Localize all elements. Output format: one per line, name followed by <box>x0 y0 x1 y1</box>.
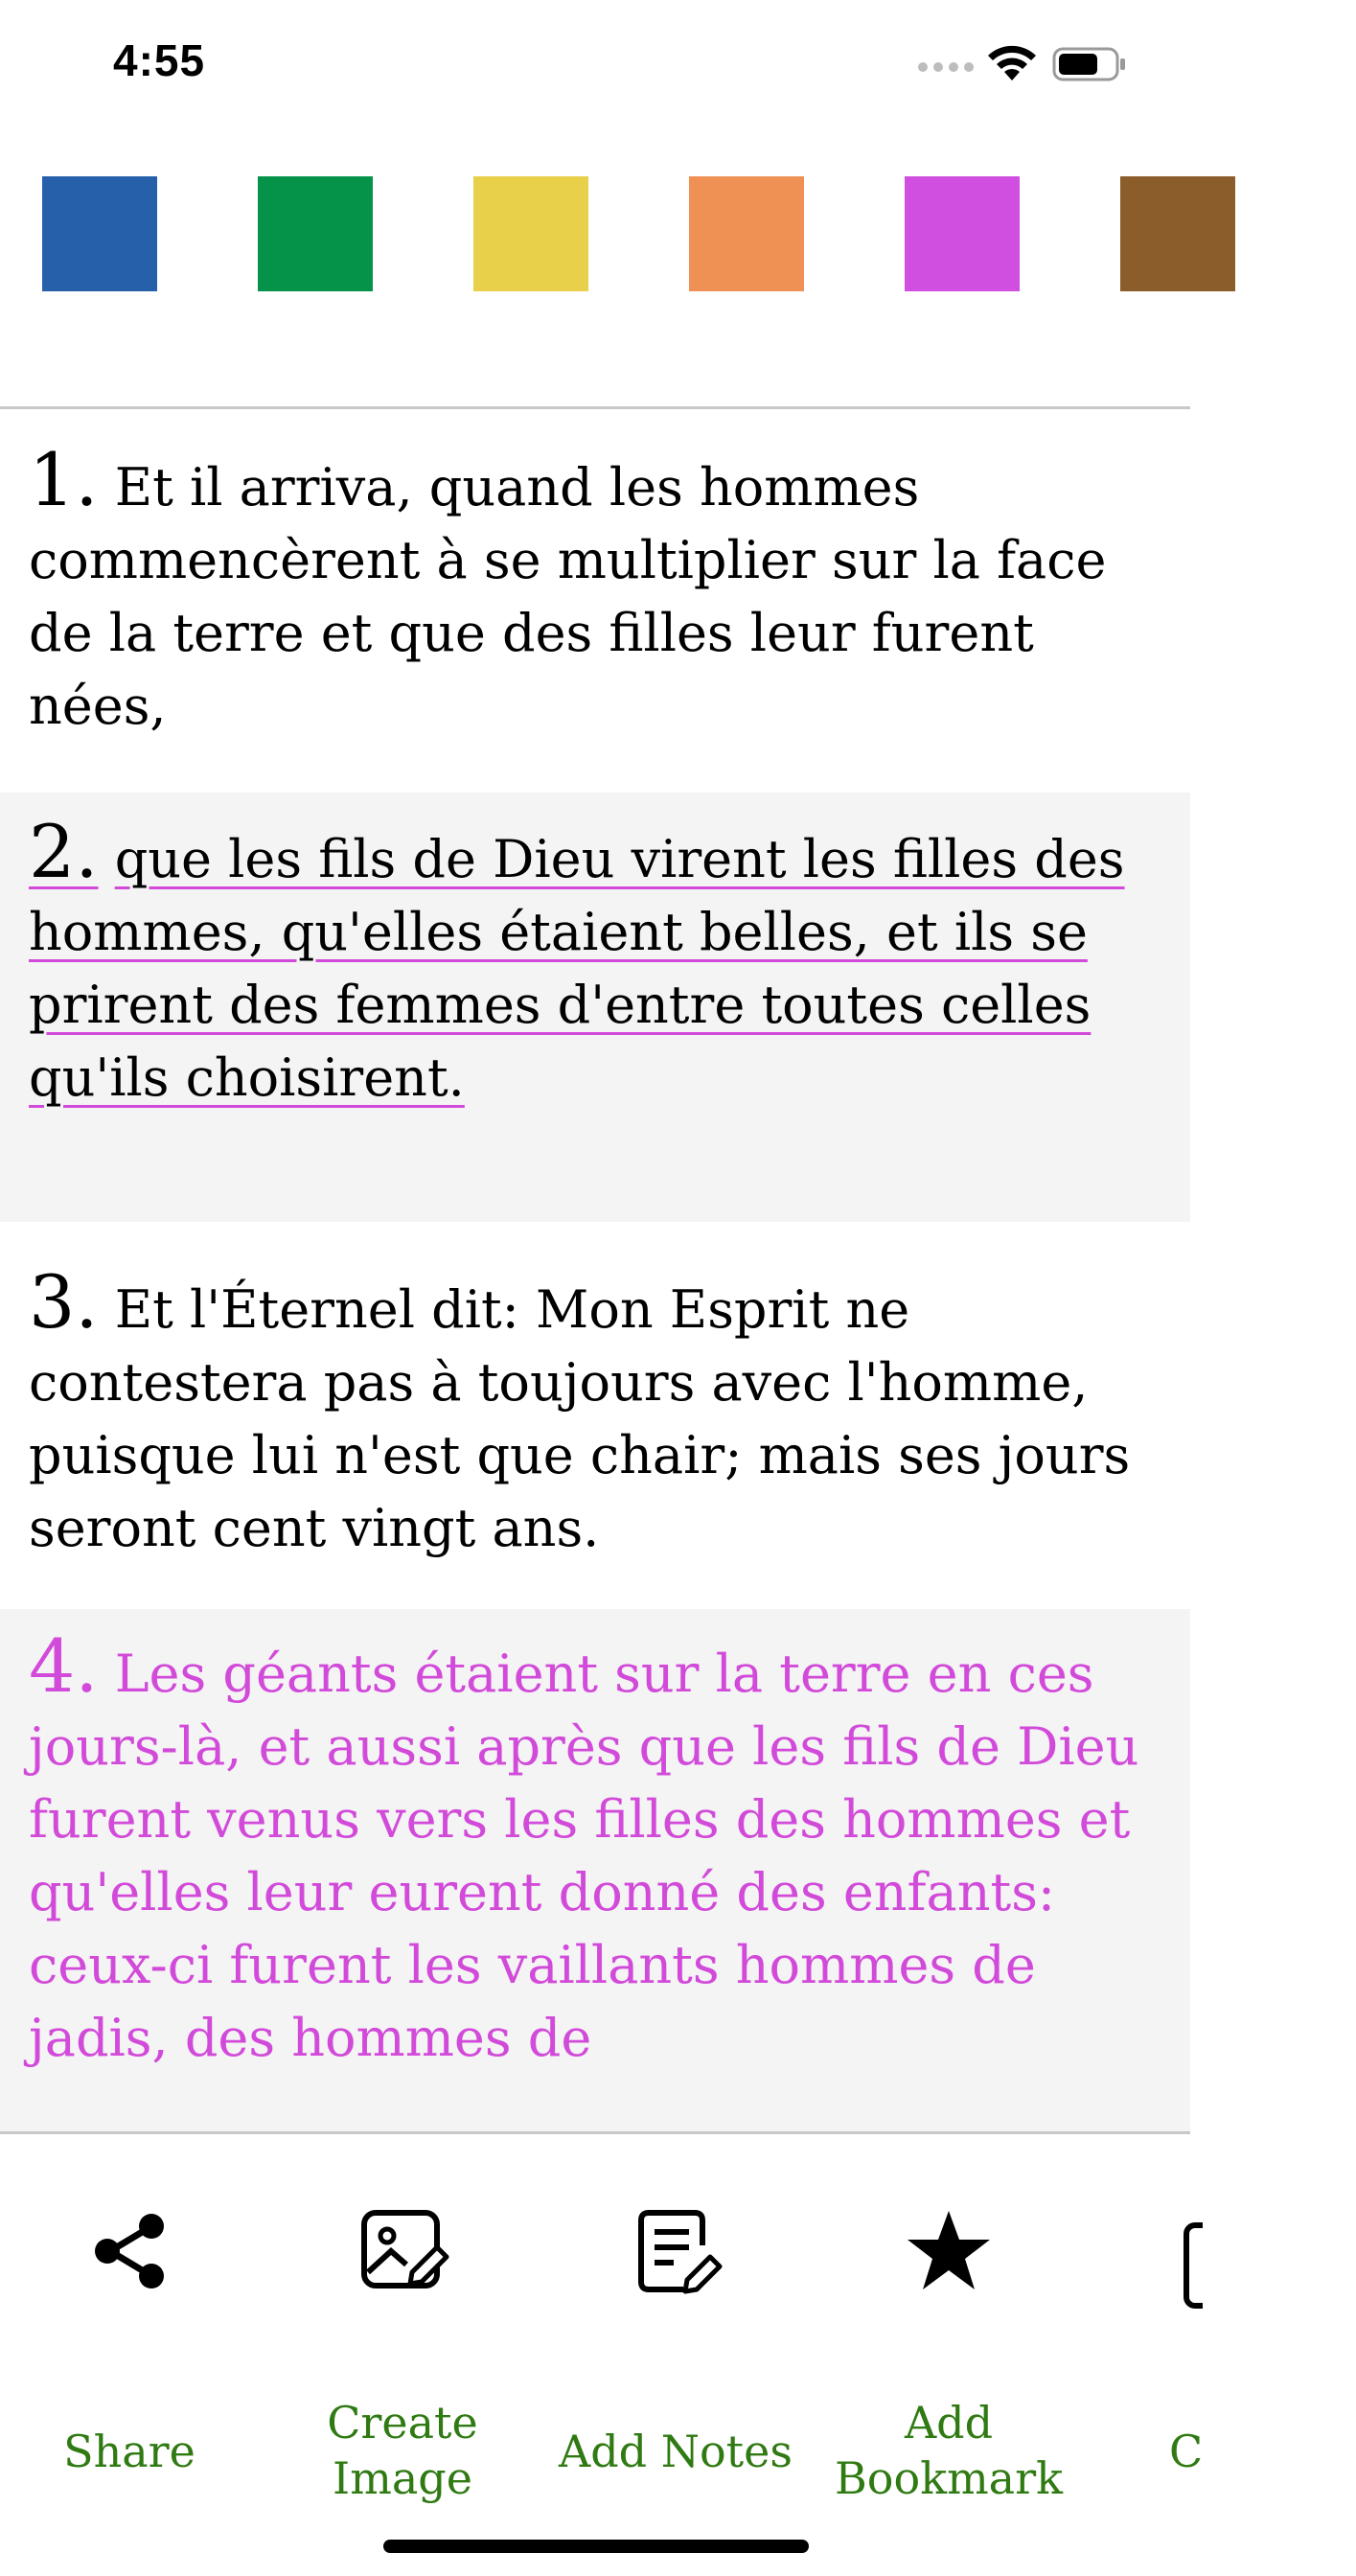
add-bookmark-button[interactable] <box>815 2134 1083 2518</box>
highlight-color-picker <box>0 176 1190 291</box>
verse-content: que les fils de Dieu virent les filles des hommes, qu'elles étaient belles, et ils se prirent des femmes d'entre toutes celles qu'ils choisirent. <box>29 829 1125 1108</box>
verse-content: Et il arriva, quand les hommes commencèrent à se multiplier sur la face de la terre et que des filles leur furent nées, <box>29 457 1107 736</box>
color-swatch-yellow[interactable] <box>473 176 588 291</box>
verse-content: Et l'Éternel dit: Mon Esprit ne contestera pas à toujours avec l'homme, puisque lui n'est que chair; mais ses jours seront cent vingt ans. <box>29 1279 1131 1558</box>
create-image-button[interactable] <box>268 2134 537 2518</box>
status-bar <box>0 0 1190 134</box>
share-label: Share <box>63 2426 195 2477</box>
verse-row-highlighted[interactable] <box>0 1609 1190 2146</box>
share-button[interactable] <box>0 2134 264 2518</box>
verse-row[interactable] <box>0 1222 1190 1609</box>
verse-text <box>29 1623 1161 2075</box>
add-notes-button[interactable] <box>541 2134 810 2518</box>
home-indicator[interactable] <box>383 2540 809 2553</box>
verse-row-selected[interactable] <box>0 793 1190 1222</box>
action-toolbar <box>0 2134 1204 2576</box>
add-notes-label: Add Notes <box>559 2426 793 2477</box>
verse-number: 4. <box>29 1623 99 1709</box>
status-time: 4:55 <box>113 35 206 85</box>
verse-number: 2. <box>29 809 99 894</box>
verse-text <box>29 1259 1161 1565</box>
verse-list <box>0 409 1190 2131</box>
color-swatch-magenta[interactable] <box>905 176 1020 291</box>
color-swatch-brown[interactable] <box>1120 176 1235 291</box>
image-edit-icon <box>355 2203 450 2299</box>
color-swatch-green[interactable] <box>258 176 373 291</box>
create-image-label-line2: Image <box>333 2452 472 2504</box>
cellular-signal-icon <box>918 59 974 75</box>
add-bookmark-label-line2: Bookmark <box>835 2452 1063 2504</box>
more-actions-button-partial[interactable] <box>1088 2134 1356 2518</box>
verse-row[interactable] <box>0 409 1190 793</box>
share-icon <box>81 2203 177 2299</box>
create-image-label-line1: Create <box>327 2397 478 2449</box>
battery-icon <box>1052 46 1127 82</box>
color-swatch-blue[interactable] <box>42 176 157 291</box>
color-swatch-orange[interactable] <box>689 176 804 291</box>
add-bookmark-label-line1: Add <box>904 2397 994 2449</box>
partial-icon <box>1184 2222 1203 2309</box>
verse-text <box>29 437 1161 743</box>
star-icon <box>901 2203 997 2299</box>
verse-number: 3. <box>29 1259 99 1345</box>
verse-content: Les géants étaient sur la terre en ces jours-là, et aussi après que les fils de Dieu furent venus vers les filles des hommes et qu'elles leur eurent donné des enfants: ceux-ci furent les vaillants hommes de jadis, des hommes de <box>29 1644 1139 2068</box>
partial-label: C <box>1169 2426 1204 2477</box>
wifi-icon <box>985 42 1039 82</box>
verse-text <box>29 809 1161 1115</box>
verse-number: 1. <box>29 437 99 522</box>
note-edit-icon <box>628 2203 724 2299</box>
